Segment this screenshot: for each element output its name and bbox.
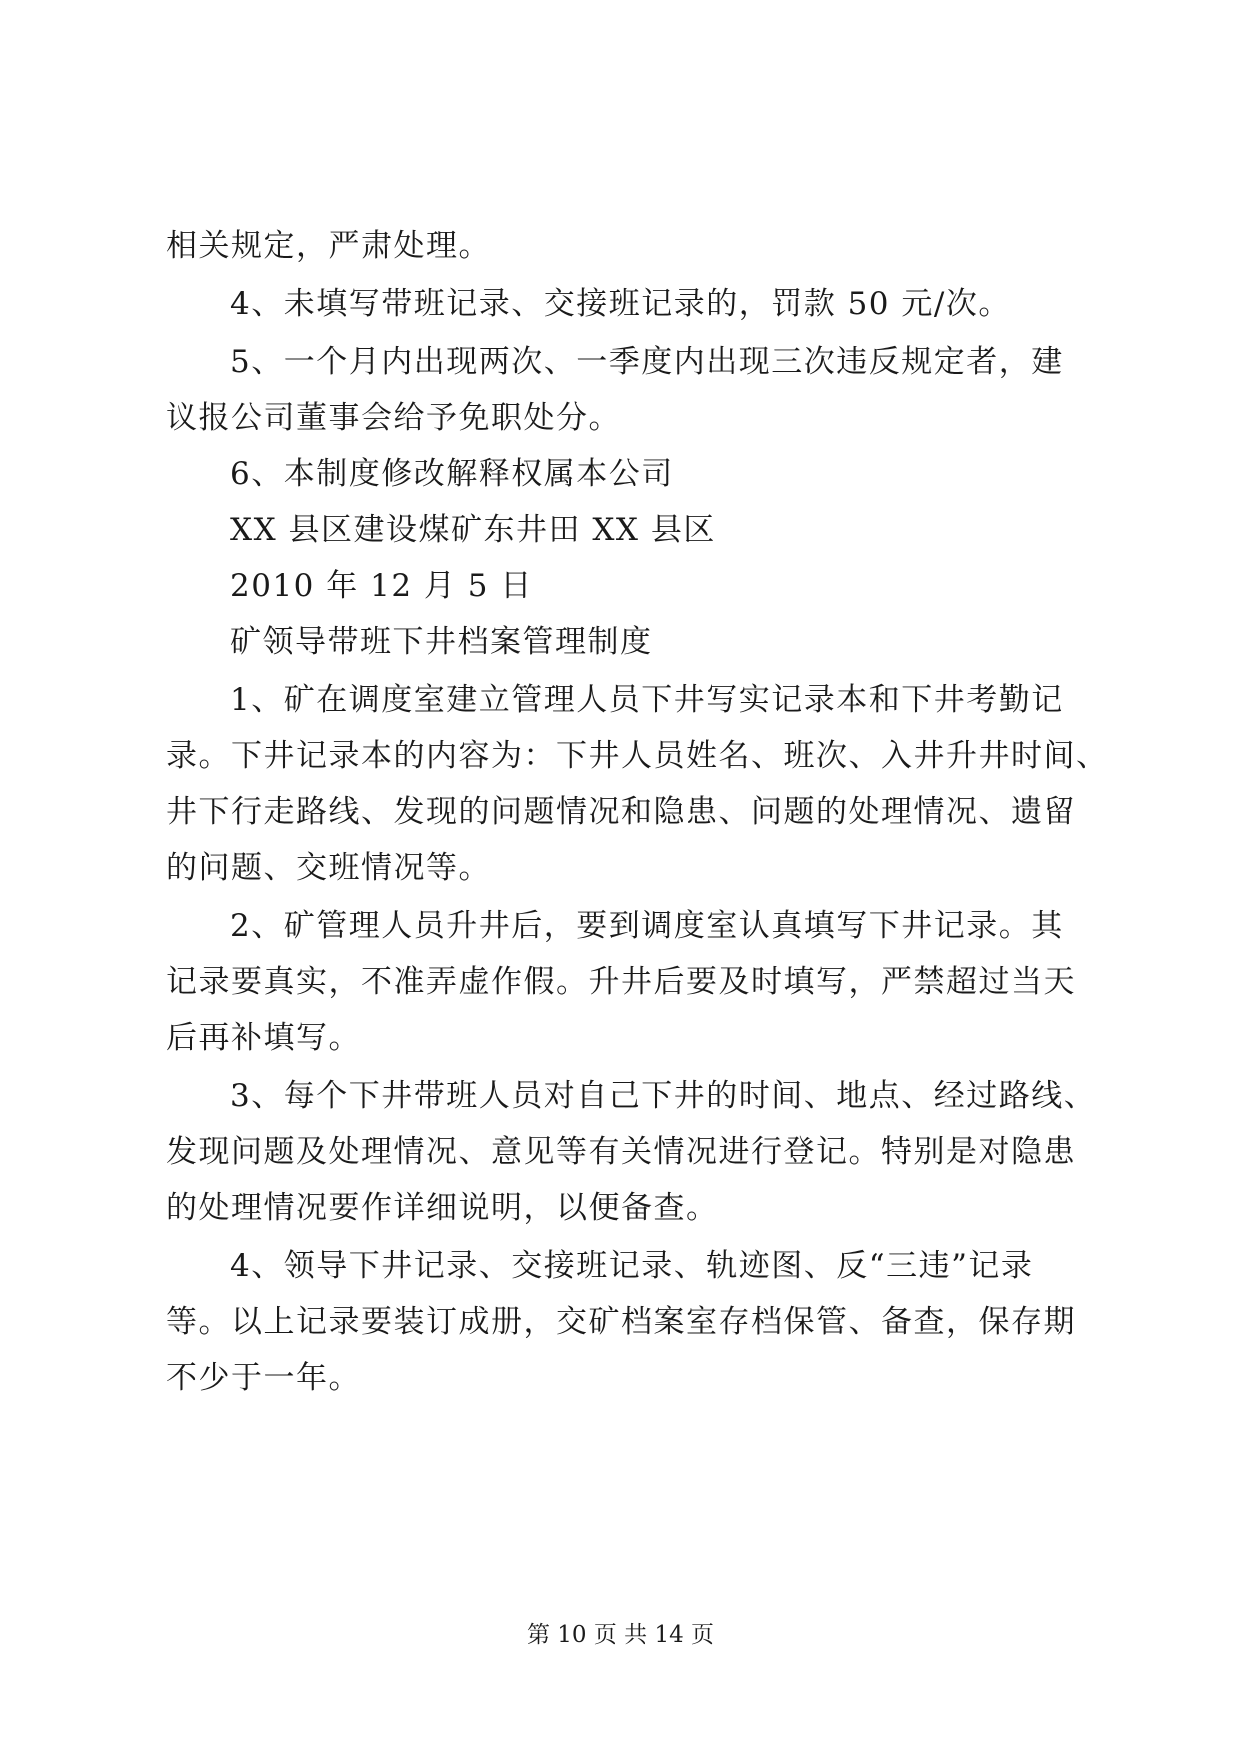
text-line: 4、未填写带班记录、交接班记录的，罚款 50 元/次。 (230, 286, 1011, 322)
text-line: 议报公司董事会给予免职处分。 (166, 400, 621, 436)
text-line: 4、领导下井记录、交接班记录、轨迹图、反“三违”记录 (230, 1248, 1034, 1284)
text-line: 不少于一年。 (166, 1360, 361, 1396)
text-line: 的处理情况要作详细说明，以便备查。 (166, 1190, 719, 1226)
page-number-footer: 第 10 页 共 14 页 (526, 1622, 715, 1648)
text-line: 5、一个月内出现两次、一季度内出现三次违反规定者，建 (230, 344, 1064, 380)
text-line: 后再补填写。 (166, 1020, 361, 1056)
text-line: 6、本制度修改解释权属本公司 (230, 456, 674, 492)
text-line: 的问题、交班情况等。 (166, 850, 491, 886)
text-line: 3、每个下井带班人员对自己下井的时间、地点、经过路线、 (230, 1078, 1097, 1114)
text-line: 录。下井记录本的内容为：下井人员姓名、班次、入井升井时间、 (166, 738, 1109, 774)
section-title: 矿领导带班下井档案管理制度 (230, 624, 653, 660)
text-line: 等。以上记录要装订成册，交矿档案室存档保管、备查，保存期 (166, 1304, 1076, 1340)
text-line: 1、矿在调度室建立管理人员下井写实记录本和下井考勤记 (230, 682, 1064, 718)
text-line: XX 县区建设煤矿东井田 XX 县区 (230, 512, 716, 548)
text-line: 井下行走路线、发现的问题情况和隐患、问题的处理情况、遗留 (166, 794, 1076, 830)
date-line: 2010 年 12 月 5 日 (230, 568, 533, 604)
text-line: 2、矿管理人员升井后，要到调度室认真填写下井记录。其 (230, 908, 1064, 944)
text-line: 记录要真实，不准弄虚作假。升井后要及时填写，严禁超过当天 (166, 964, 1076, 1000)
text-line: 发现问题及处理情况、意见等有关情况进行登记。特别是对隐患 (166, 1134, 1076, 1170)
text-line: 相关规定，严肃处理。 (166, 228, 491, 264)
